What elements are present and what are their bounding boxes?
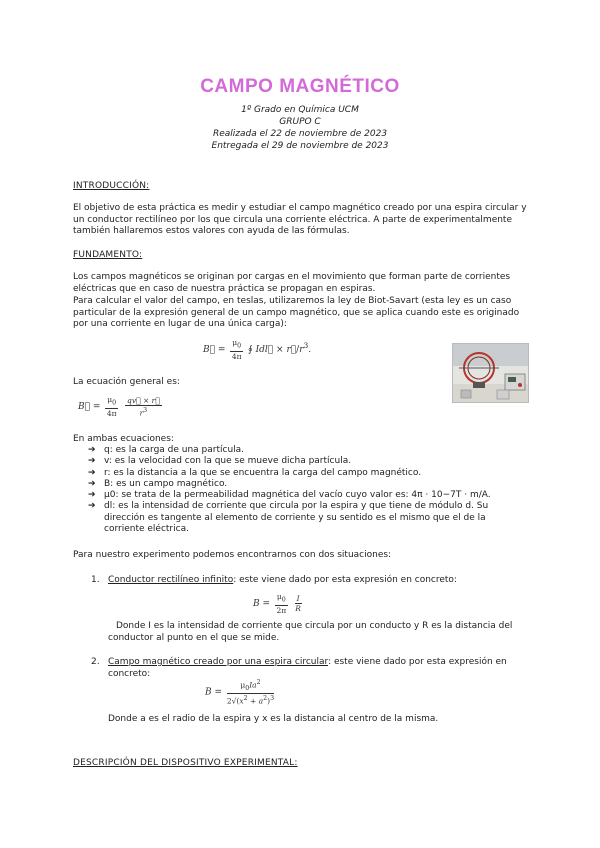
case1-formula: B = $\frac{\mu_0}{2\pi}$ $\frac{I}{R}$ [253, 592, 301, 615]
experiment-photo [452, 343, 529, 403]
case2-title: Campo magnético creado por una espira circular [108, 657, 329, 667]
arrow-right-icon: ➔ [88, 490, 96, 501]
fundamento-p1: Los campos magnéticos se originan por cargas en el movimiento que forman parte de corrientes eléctricas que en caso de nuestra práctica se propagan en espiras. [73, 272, 511, 294]
document-subinfo [0, 104, 600, 152]
list-item: ➔ v: es la velocidad con la que se mueve dicha partícula. [88, 456, 352, 467]
case2-description: Donde a es el radio de la espira y x es la distancia al centro de la misma. [108, 714, 439, 724]
both-equations-label: En ambas ecuaciones: [73, 434, 174, 444]
arrow-right-icon: ➔ [88, 445, 96, 455]
arrow-right-icon: ➔ [88, 478, 96, 489]
subinfo-group: GRUPO C [279, 117, 321, 127]
case1-rest: : este viene dado por esta expresión en concreto: [233, 575, 457, 585]
situations-label: Para nuestro experimento podemos encontrarnos con dos situaciones: [73, 550, 392, 560]
case1-title: Conductor rectilíneo infinito [108, 575, 234, 585]
case2-formula: B = $\frac{\mu_0Ia^2}{2√(x^2 + a^2)^3}$ [205, 679, 275, 706]
list-item: ➔ r: es la distancia a la que se encuentra la carga del campo magnético. [88, 467, 422, 478]
arrow-right-icon: ➔ [88, 467, 96, 478]
subinfo-date-delivered: Entregada el 29 de noviembre de 2023 [211, 141, 389, 151]
arrow-right-icon: ➔ [88, 456, 96, 467]
document-title: CAMPO MAGNÉTICO [200, 76, 400, 97]
symbol-list [88, 445, 528, 535]
arrow-right-icon: ➔ [88, 501, 96, 512]
list-item: ➔ dl: es la intensidad de corriente que circula por la espira y que tiene de módulo d. Su dirección es tangente al elemento de corriente y su sentido es el mismo que el de la corriente eléctrica. [88, 501, 489, 535]
subinfo-course: 1º Grado en Química UCM [241, 105, 359, 115]
case1-heading [108, 575, 528, 587]
descripcion-heading: DESCRIPCIÓN DEL DISPOSITIVO EXPERIMENTAL: [73, 758, 298, 768]
subinfo-date-performed: Realizada el 22 de noviembre de 2023 [212, 129, 388, 139]
case2-number: 2. [91, 657, 100, 667]
general-equation-formula: B⃗ = $\frac{\mu_0}{4\pi}$ $\frac{qv⃗ \times r⃗}{r^3}$ [78, 395, 160, 418]
list-item: ➔ q: es la carga de una partícula. [88, 445, 245, 455]
intro-heading: INTRODUCCIÓN: [73, 181, 150, 191]
general-equation-label: La ecuación general es: [73, 377, 180, 387]
intro-text: El objetivo de esta práctica es medir y estudiar el campo magnético creado por una espira circular y un conductor rectilíneo por los que circula una corriente eléctrica. A parte de experimentalmente también hallaremos estos valores con ayuda de las fórmulas. [73, 203, 527, 236]
fundamento-p2: Para calcular el valor del campo, en teslas, utilizaremos la ley de Biot-Savart (esta ley es un caso particular de la expresión general de un campo magnético, que se aplica cuando este es originado por una corriente en lugar de una única carga): [73, 296, 520, 329]
case1-number: 1. [91, 575, 100, 585]
list-item: ➔ B: es un campo magnético. [88, 478, 228, 489]
fundamento-heading: FUNDAMENTO: [73, 250, 143, 260]
list-item: ➔ μ0: se trata de la permeabilidad magnética del vacío cuyo valor es: 4π · 10−7T · m/A. [88, 490, 491, 501]
biot-savart-formula: B⃗ = $\frac{\mu_0}{4\pi}$ ∮ Idl⃗ × $r⃗/r^3$. [203, 338, 312, 361]
case2-heading [108, 657, 528, 680]
case2-rest: : este viene dado por esta expresión en concreto: [108, 657, 507, 679]
case1-description: Donde I es la intensidad de corriente que circula por un conducto y R es la distancia del conductor al punto en el que se mide. [108, 621, 513, 643]
